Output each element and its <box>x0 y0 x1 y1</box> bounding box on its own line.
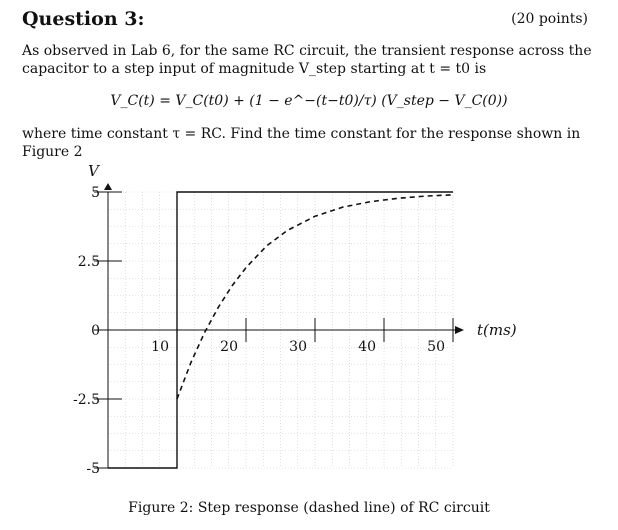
y-tick-label: -2.5 <box>73 392 100 408</box>
x-tick-label: 10 <box>151 339 169 355</box>
step-response-figure <box>0 150 618 495</box>
y-axis-label: V <box>88 162 99 180</box>
x-axis-arrow-icon <box>455 326 464 334</box>
x-axis-label: t(ms) <box>477 321 517 339</box>
y-tick-label: -5 <box>86 461 100 477</box>
x-tick-label: 40 <box>358 339 376 355</box>
y-axis-arrow-icon <box>104 183 112 190</box>
intro-paragraph: As observed in Lab 6, for the same RC circuit, the transient response across the capacitor to a step input of magnitude V_step starting at t = t0 is <box>22 43 592 77</box>
question-title: Question 3: <box>22 8 145 30</box>
x-tick-label: 30 <box>289 339 307 355</box>
question-points: (20 points) <box>511 11 588 27</box>
figure-caption: Figure 2: Step response (dashed line) of RC circuit <box>128 500 490 516</box>
y-tick-label: 0 <box>91 323 100 339</box>
y-tick-label: 5 <box>91 185 100 201</box>
x-tick-label: 20 <box>220 339 238 355</box>
instruction-paragraph: where time constant τ = RC. Find the time constant for the response shown in Figure 2 <box>22 126 581 160</box>
y-tick-label: 2.5 <box>77 254 100 270</box>
axes <box>104 183 464 468</box>
transient-equation: V_C(t) = V_C(t0) + (1 − e^−(t−t0)/τ) (V_step − V_C(0)) <box>110 93 508 109</box>
x-tick-label: 50 <box>427 339 445 355</box>
